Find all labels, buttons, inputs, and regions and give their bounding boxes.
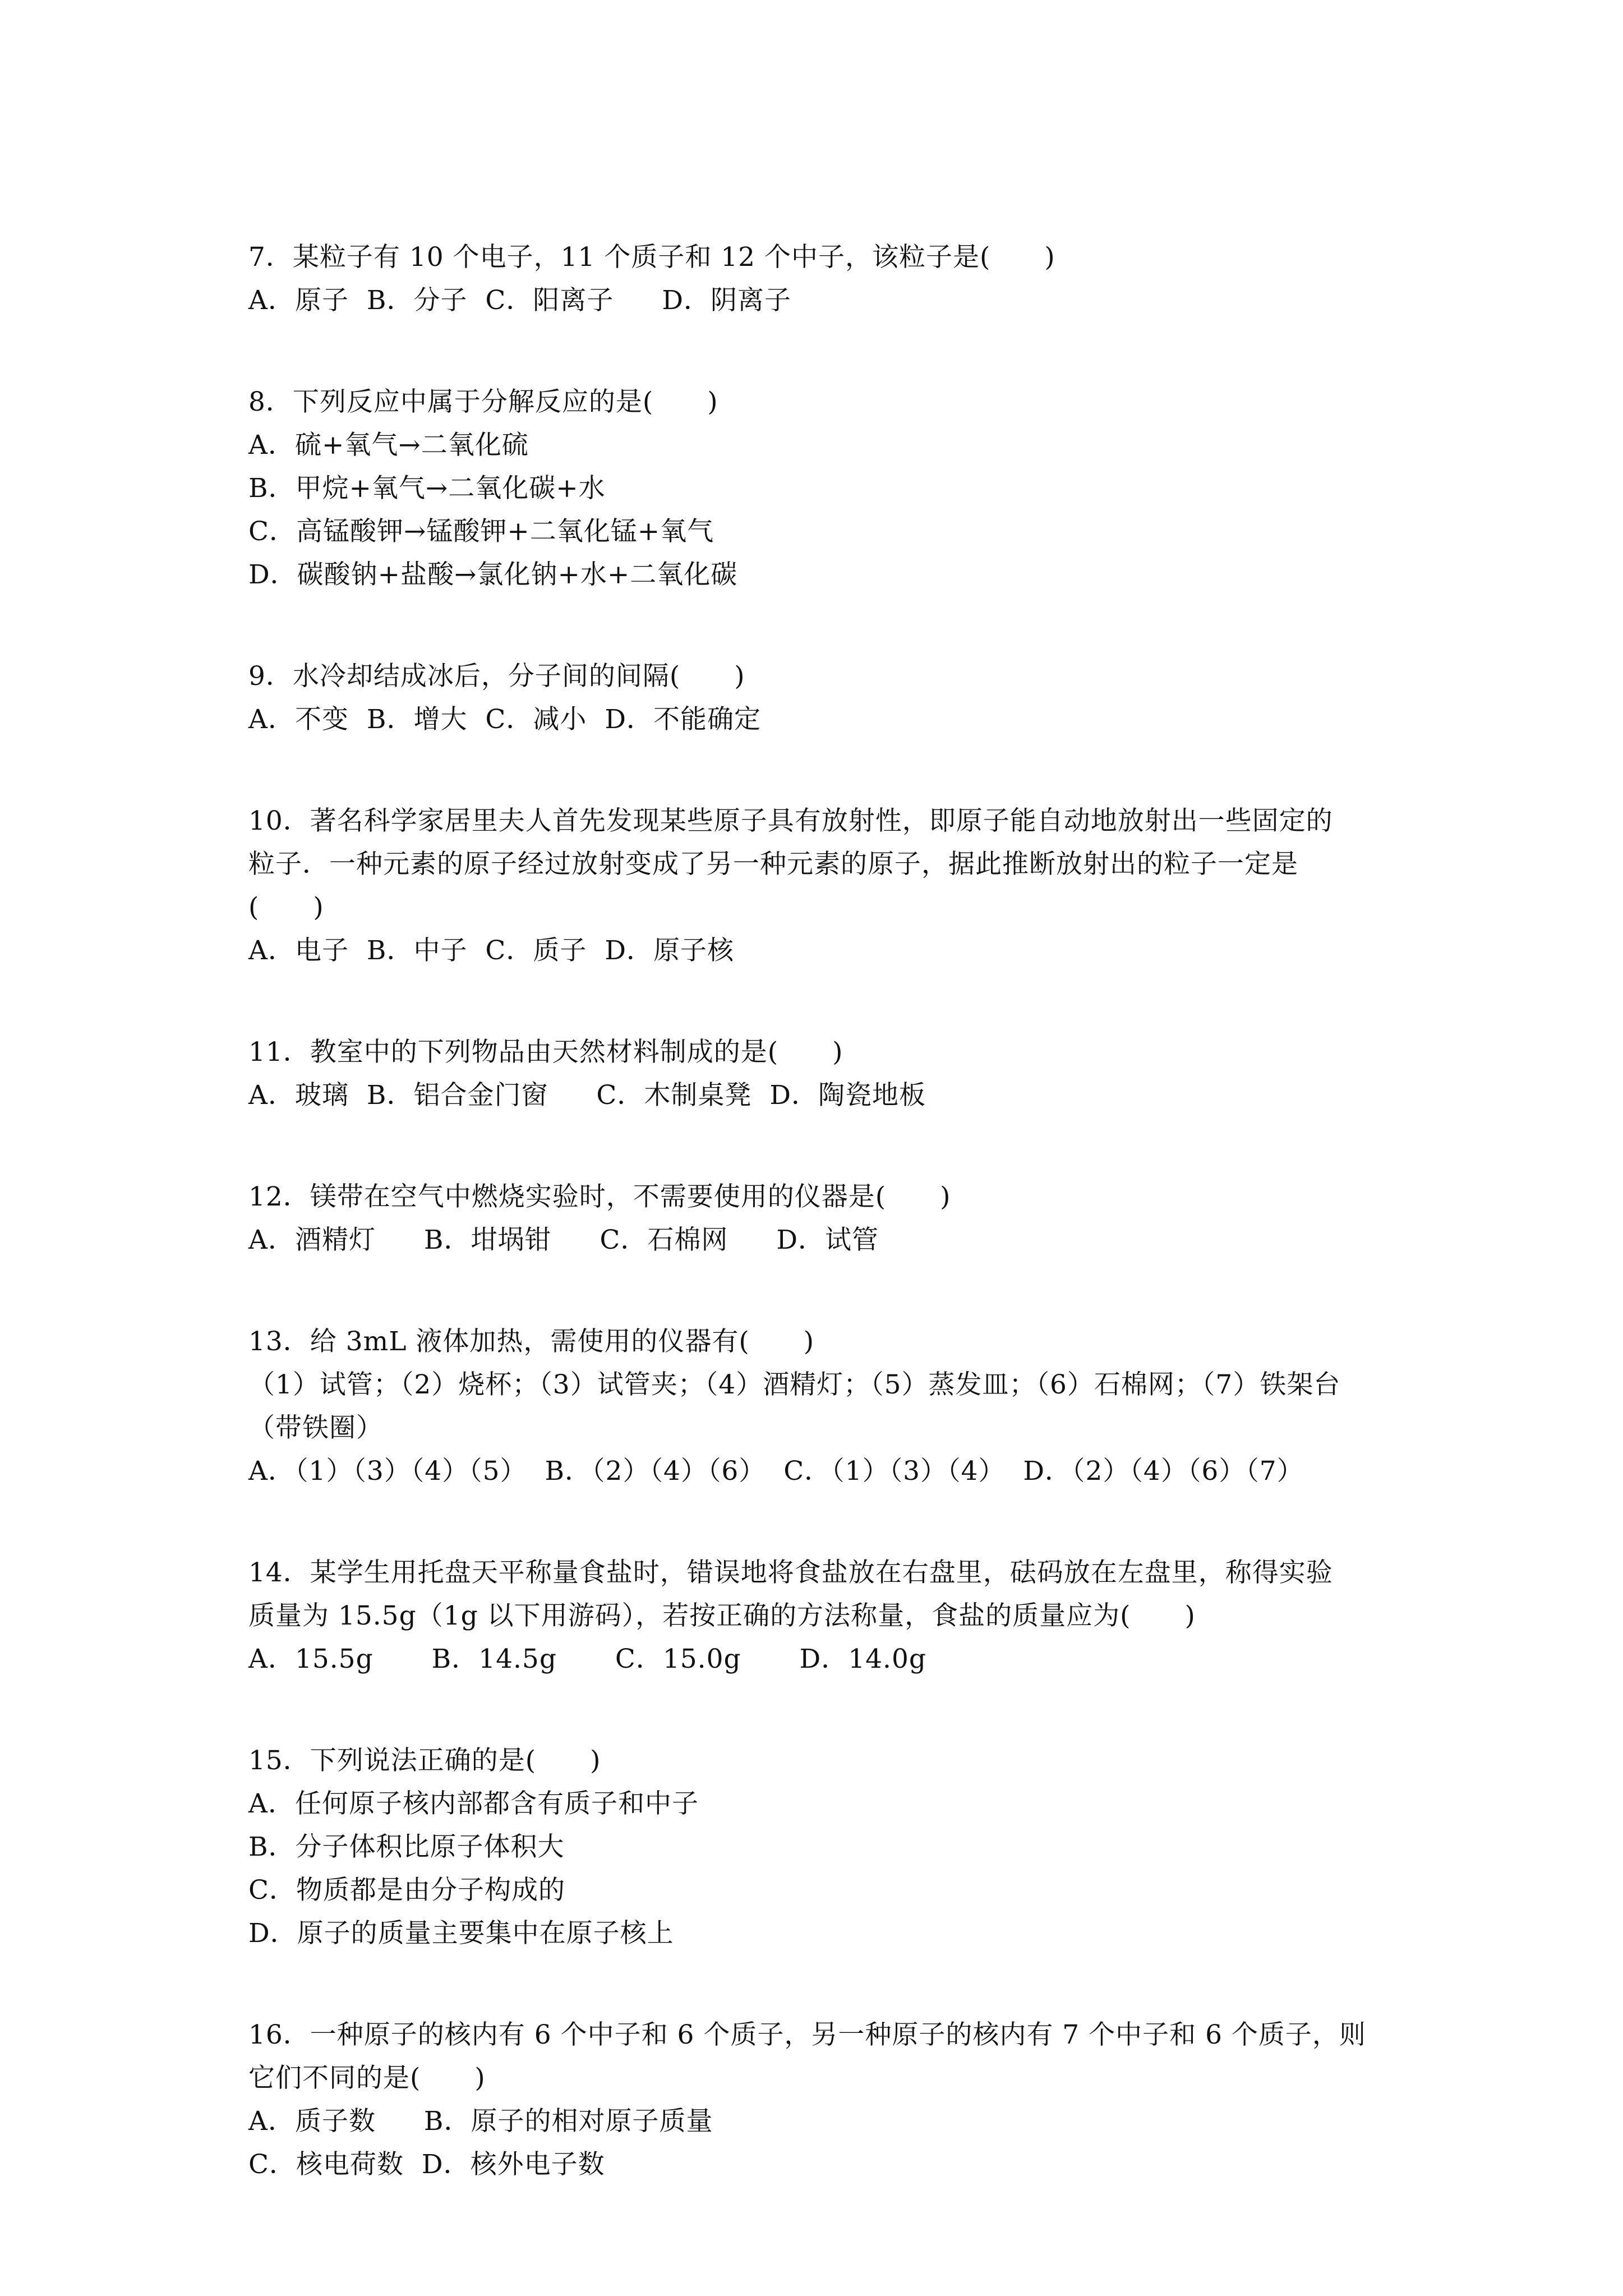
question-13 [248, 1320, 1398, 1493]
question-11-option-a: A．玻璃 [248, 1080, 349, 1111]
question-14-stem-line-2: 质量为 15.5g（1g 以下用游码），若按正确的方法称量，食盐的质量应为( ) [248, 1600, 1196, 1631]
question-8-option-d: D．碳酸钠+盐酸→氯化钠+水+二氧化碳 [248, 559, 738, 590]
question-7-options [248, 279, 1398, 322]
question-14-option-a: A．15.5g [248, 1644, 374, 1674]
question-13-option-c: C．（1）（3）（4） [783, 1456, 1006, 1487]
question-13-option-d: D．（2）（4）（6）（7） [1023, 1456, 1304, 1487]
question-14 [248, 1551, 1398, 1681]
question-12 [248, 1175, 1398, 1262]
question-8-stem-line-1: 8．下列反应中属于分解反应的是( ) [248, 386, 718, 417]
question-8 [248, 380, 1398, 596]
question-13-option-a: A．（1）（3）（4）（5） [248, 1456, 527, 1487]
question-14-option-c: C．15.0g [615, 1644, 741, 1674]
question-16-stem-line-1: 16．一种原子的核内有 6 个中子和 6 个质子，另一种原子的核内有 7 个中子和 6 个质子，则 [248, 2019, 1366, 2050]
question-16-stem-line-2: 它们不同的是( ) [248, 2063, 486, 2093]
question-16-option-d: D．核外电子数 [421, 2149, 605, 2180]
question-9-option-d: D．不能确定 [605, 704, 762, 735]
question-9-option-b: B．增大 [366, 704, 468, 735]
question-13-stem-line-3: （带铁圈） [248, 1412, 383, 1443]
question-7-option-a: A．原子 [248, 285, 349, 316]
question-16-option-c: C．核电荷数 [248, 2149, 404, 2180]
question-10-options [248, 929, 1398, 972]
question-12-option-a: A．酒精灯 [248, 1225, 376, 1255]
question-9-option-a: A．不变 [248, 704, 349, 735]
question-10-stem-line-2: 粒子．一种元素的原子经过放射变成了另一种元素的原子，据此推断放射出的粒子一定是 [248, 849, 1298, 880]
question-16-option-a: A．质子数 [248, 2106, 376, 2137]
question-13-option-b: B．（2）（4）（6） [545, 1456, 766, 1487]
question-16 [248, 2013, 1398, 2186]
question-10-stem-line-3: ( ) [248, 892, 324, 923]
question-12-option-b: B．坩埚钳 [423, 1225, 552, 1255]
question-8-option-b: B．甲烷+氧气→二氧化碳+水 [248, 473, 606, 504]
question-7-option-c: C．阳离子 [485, 285, 614, 316]
question-11-option-d: D．陶瓷地板 [769, 1080, 926, 1111]
question-12-stem-line-1: 12．镁带在空气中燃烧实验时，不需要使用的仪器是( ) [248, 1181, 951, 1212]
question-13-stem-line-1: 13．给 3mL 液体加热，需使用的仪器有( ) [248, 1326, 815, 1357]
question-13-stem-line-2: （1）试管；（2）烧杯；（3）试管夹；（4）酒精灯；（5）蒸发皿；（6）石棉网；（7）铁架台 [248, 1369, 1341, 1400]
question-11-options [248, 1074, 1398, 1117]
question-10 [248, 799, 1398, 972]
question-12-options [248, 1218, 1398, 1262]
question-8-option-a: A．硫+氧气→二氧化硫 [248, 430, 529, 461]
question-7-option-d: D．阴离子 [662, 285, 792, 316]
question-11-option-c: C．木制桌凳 [596, 1080, 752, 1111]
question-12-option-d: D．试管 [776, 1225, 879, 1255]
question-15-option-d: D．原子的质量主要集中在原子核上 [248, 1918, 674, 1949]
question-11 [248, 1030, 1398, 1117]
question-14-option-d: D．14.0g [799, 1644, 926, 1674]
question-11-option-b: B．铝合金门窗 [366, 1080, 548, 1111]
question-15-option-c: C．物质都是由分子构成的 [248, 1875, 565, 1906]
question-15 [248, 1739, 1398, 1955]
question-15-option-b: B．分子体积比原子体积大 [248, 1832, 565, 1862]
question-9 [248, 655, 1398, 741]
question-14-option-b: B．14.5g [431, 1644, 557, 1674]
question-16-options-row-2 [248, 2143, 1398, 2186]
question-10-option-c: C．质子 [485, 935, 587, 966]
question-14-stem-line-1: 14．某学生用托盘天平称量食盐时，错误地将食盐放在右盘里，砝码放在左盘里，称得实验 [248, 1557, 1333, 1588]
question-9-option-c: C．减小 [485, 704, 587, 735]
question-16-option-b: B．原子的相对原子质量 [423, 2106, 713, 2137]
question-10-option-b: B．中子 [366, 935, 468, 966]
question-16-options-row-1 [248, 2100, 1398, 2143]
question-15-stem-line-1: 15．下列说法正确的是( ) [248, 1745, 601, 1776]
exam-page [248, 236, 1398, 2244]
question-14-options [248, 1637, 1398, 1681]
question-10-option-d: D．原子核 [605, 935, 735, 966]
question-8-option-c: C．高锰酸钾→锰酸钾+二氧化锰+氧气 [248, 516, 714, 547]
question-13-options [248, 1450, 1398, 1493]
question-10-option-a: A．电子 [248, 935, 349, 966]
question-12-option-c: C．石棉网 [600, 1225, 728, 1255]
question-7-option-b: B．分子 [366, 285, 468, 316]
question-9-stem-line-1: 9．水冷却结成冰后，分子间的间隔( ) [248, 661, 745, 692]
question-7 [248, 236, 1398, 322]
question-7-stem-line-1: 7．某粒子有 10 个电子，11 个质子和 12 个中子，该粒子是( ) [248, 242, 1055, 273]
question-11-stem-line-1: 11．教室中的下列物品由天然材料制成的是( ) [248, 1037, 843, 1068]
question-9-options [248, 698, 1398, 741]
question-15-option-a: A．任何原子核内部都含有质子和中子 [248, 1788, 699, 1819]
question-10-stem-line-1: 10．著名科学家居里夫人首先发现某些原子具有放射性，即原子能自动地放射出一些固定的 [248, 806, 1333, 836]
